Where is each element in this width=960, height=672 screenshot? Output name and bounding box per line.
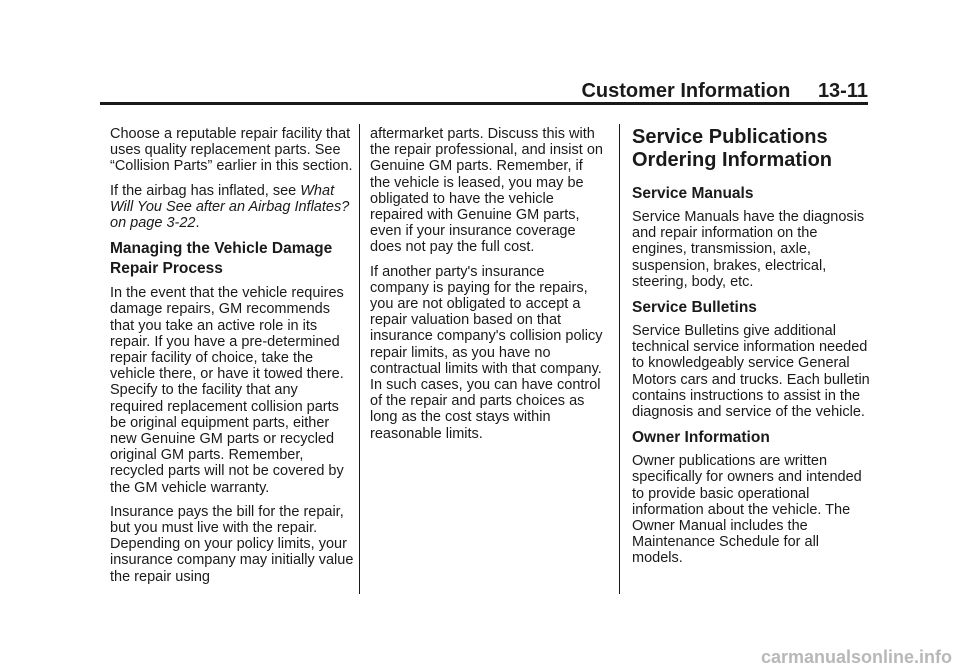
cross-reference-link[interactable]: What Will You See after an Airbag Inflates? on page 3-22 <box>110 182 350 232</box>
paragraph-text: If the airbag has inflated, see <box>110 182 301 199</box>
paragraph: Insurance pays the bill for the repair, but you must live with the repair. Depending on your policy limits, your insurance company may initially value the repair using <box>110 503 354 585</box>
paragraph: aftermarket parts. Discuss this with the repair professional, and insist on Genuine GM parts. Remember, if the vehicle is leased, you may be obligated to have the vehicle repaired with Genuine GM parts, even if your insurance coverage does not pay the full cost. <box>370 126 603 256</box>
section-heading: Service Publications Ordering Information <box>632 126 832 171</box>
column-1 <box>110 126 355 593</box>
paragraph: In the event that the vehicle requires damage repairs, GM recommends that you take an active role in its repair. If you have a pre-determined repair facility of choice, take the vehicle there, or have it towed there. Specify to the facility that any required replacement collision parts be original equipment parts, either new Genuine GM parts or recycled original GM parts. Remember, recycled parts will not be covered by the GM vehicle warranty. <box>110 285 344 496</box>
paragraph <box>110 183 355 232</box>
watermark: carmanualsonline.info <box>760 647 952 667</box>
column-divider <box>619 124 620 594</box>
page-header <box>100 80 868 105</box>
section-title: Customer Information <box>581 80 791 102</box>
heading-managing-repair: Managing the Vehicle Damage Repair Process <box>110 240 333 277</box>
paragraph: Service Manuals have the diagnosis and repair information on the engines, transmission, axle, suspension, brakes, electrical, steering, body, etc. <box>632 209 865 290</box>
paragraph: Service Bulletins give additional technical service information needed to knowledgeably service General Motors cars and trucks. Each bulletin contains instructions to assist in the diagnosis and service of the vehicle. <box>632 323 870 421</box>
paragraph: If another party's insurance company is paying for the repairs, you are not obligated to accept a repair valuation based on that insurance company's collision policy repair limits, as you have no contractual limits with that company. In such cases, you can have control of the repair and parts choices as long as the cost stays within reasonable limits. <box>370 263 603 442</box>
heading-service-manuals: Service Manuals <box>632 185 754 202</box>
column-divider <box>359 124 360 594</box>
column-3 <box>632 126 872 575</box>
paragraph-text: . <box>195 215 200 232</box>
heading-service-bulletins: Service Bulletins <box>632 299 757 317</box>
paragraph: Owner publications are written specifically for owners and intended to provide basic operational information about the vehicle. The Owner Manual includes the Maintenance Schedule for all models. <box>632 453 862 567</box>
column-2 <box>370 126 606 450</box>
paragraph: Choose a reputable repair facility that uses quality replacement parts. See “Collision Parts” earlier in this section. <box>110 126 353 175</box>
heading-owner-information: Owner Information <box>632 429 770 447</box>
page-number: 13-11 <box>817 80 868 102</box>
